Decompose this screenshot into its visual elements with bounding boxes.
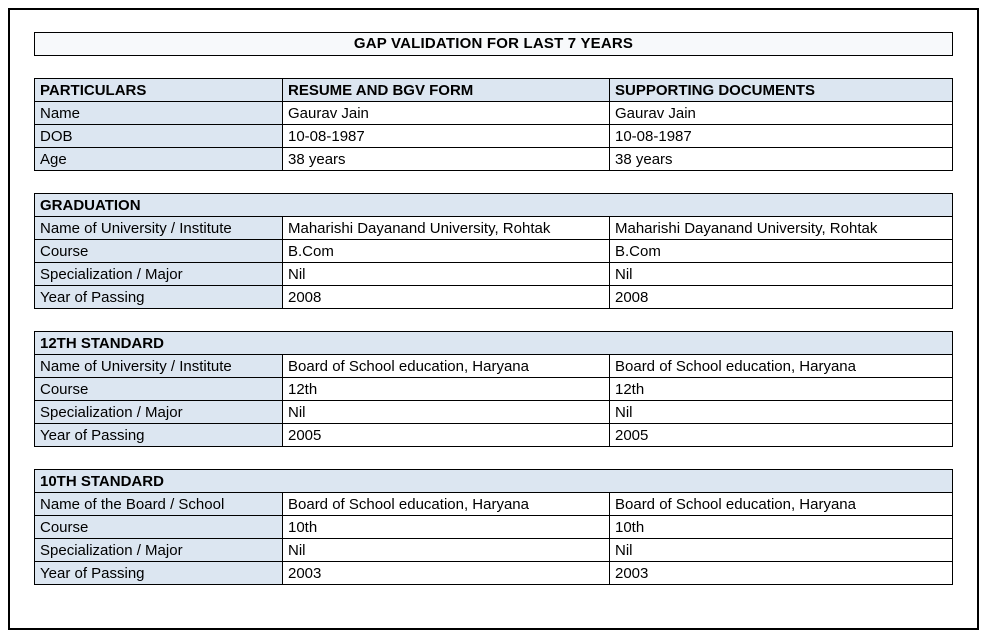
resume-value: Nil	[283, 539, 610, 562]
row-label: Specialization / Major	[35, 539, 283, 562]
table-row	[35, 286, 953, 309]
row-label: Name of University / Institute	[35, 217, 283, 240]
section-title: GRADUATION	[35, 194, 953, 217]
table-row	[35, 539, 953, 562]
resume-value: B.Com	[283, 240, 610, 263]
row-label: Course	[35, 240, 283, 263]
row-label: Name of the Board / School	[35, 493, 283, 516]
column-header-supporting-docs: SUPPORTING DOCUMENTS	[610, 79, 953, 102]
supporting-value: Board of School education, Haryana	[610, 493, 953, 516]
section-title: 12TH STANDARD	[35, 332, 953, 355]
page-title: GAP VALIDATION FOR LAST 7 YEARS	[34, 32, 953, 56]
table-row	[35, 562, 953, 585]
supporting-value: Nil	[610, 539, 953, 562]
column-header-resume-bgv: RESUME AND BGV FORM	[283, 79, 610, 102]
table-row	[35, 424, 953, 447]
resume-value: Nil	[283, 401, 610, 424]
section-header-row	[35, 470, 953, 493]
row-label: Specialization / Major	[35, 401, 283, 424]
supporting-value: Board of School education, Haryana	[610, 355, 953, 378]
supporting-value: Nil	[610, 263, 953, 286]
resume-value: 2008	[283, 286, 610, 309]
section-10th-standard-table	[34, 469, 953, 585]
row-label: Course	[35, 516, 283, 539]
table-row	[35, 401, 953, 424]
supporting-value: Gaurav Jain	[610, 102, 953, 125]
resume-value: 10th	[283, 516, 610, 539]
supporting-value: 10-08-1987	[610, 125, 953, 148]
row-label: Year of Passing	[35, 562, 283, 585]
section-header-row	[35, 332, 953, 355]
row-label: Course	[35, 378, 283, 401]
table-row	[35, 125, 953, 148]
row-label: Year of Passing	[35, 424, 283, 447]
document-page	[8, 8, 979, 630]
particulars-table	[34, 78, 953, 171]
resume-value: Board of School education, Haryana	[283, 493, 610, 516]
resume-value: 38 years	[283, 148, 610, 171]
table-row	[35, 148, 953, 171]
supporting-value: Maharishi Dayanand University, Rohtak	[610, 217, 953, 240]
section-header-row	[35, 194, 953, 217]
supporting-value: Nil	[610, 401, 953, 424]
supporting-value: 2005	[610, 424, 953, 447]
row-label: Specialization / Major	[35, 263, 283, 286]
section-graduation-table	[34, 193, 953, 309]
table-header-row	[35, 79, 953, 102]
resume-value: 12th	[283, 378, 610, 401]
table-row	[35, 378, 953, 401]
resume-value: Gaurav Jain	[283, 102, 610, 125]
table-row	[35, 355, 953, 378]
table-row	[35, 516, 953, 539]
supporting-value: 2008	[610, 286, 953, 309]
table-row	[35, 102, 953, 125]
section-12th-standard-table	[34, 331, 953, 447]
section-title: 10TH STANDARD	[35, 470, 953, 493]
supporting-value: 12th	[610, 378, 953, 401]
supporting-value: B.Com	[610, 240, 953, 263]
table-row	[35, 493, 953, 516]
resume-value: 2005	[283, 424, 610, 447]
supporting-value: 2003	[610, 562, 953, 585]
resume-value: 10-08-1987	[283, 125, 610, 148]
resume-value: Board of School education, Haryana	[283, 355, 610, 378]
row-label: DOB	[35, 125, 283, 148]
resume-value: Maharishi Dayanand University, Rohtak	[283, 217, 610, 240]
row-label: Age	[35, 148, 283, 171]
row-label: Name	[35, 102, 283, 125]
resume-value: Nil	[283, 263, 610, 286]
row-label: Name of University / Institute	[35, 355, 283, 378]
column-header-particulars: PARTICULARS	[35, 79, 283, 102]
row-label: Year of Passing	[35, 286, 283, 309]
supporting-value: 38 years	[610, 148, 953, 171]
supporting-value: 10th	[610, 516, 953, 539]
table-row	[35, 217, 953, 240]
resume-value: 2003	[283, 562, 610, 585]
table-row	[35, 263, 953, 286]
table-row	[35, 240, 953, 263]
